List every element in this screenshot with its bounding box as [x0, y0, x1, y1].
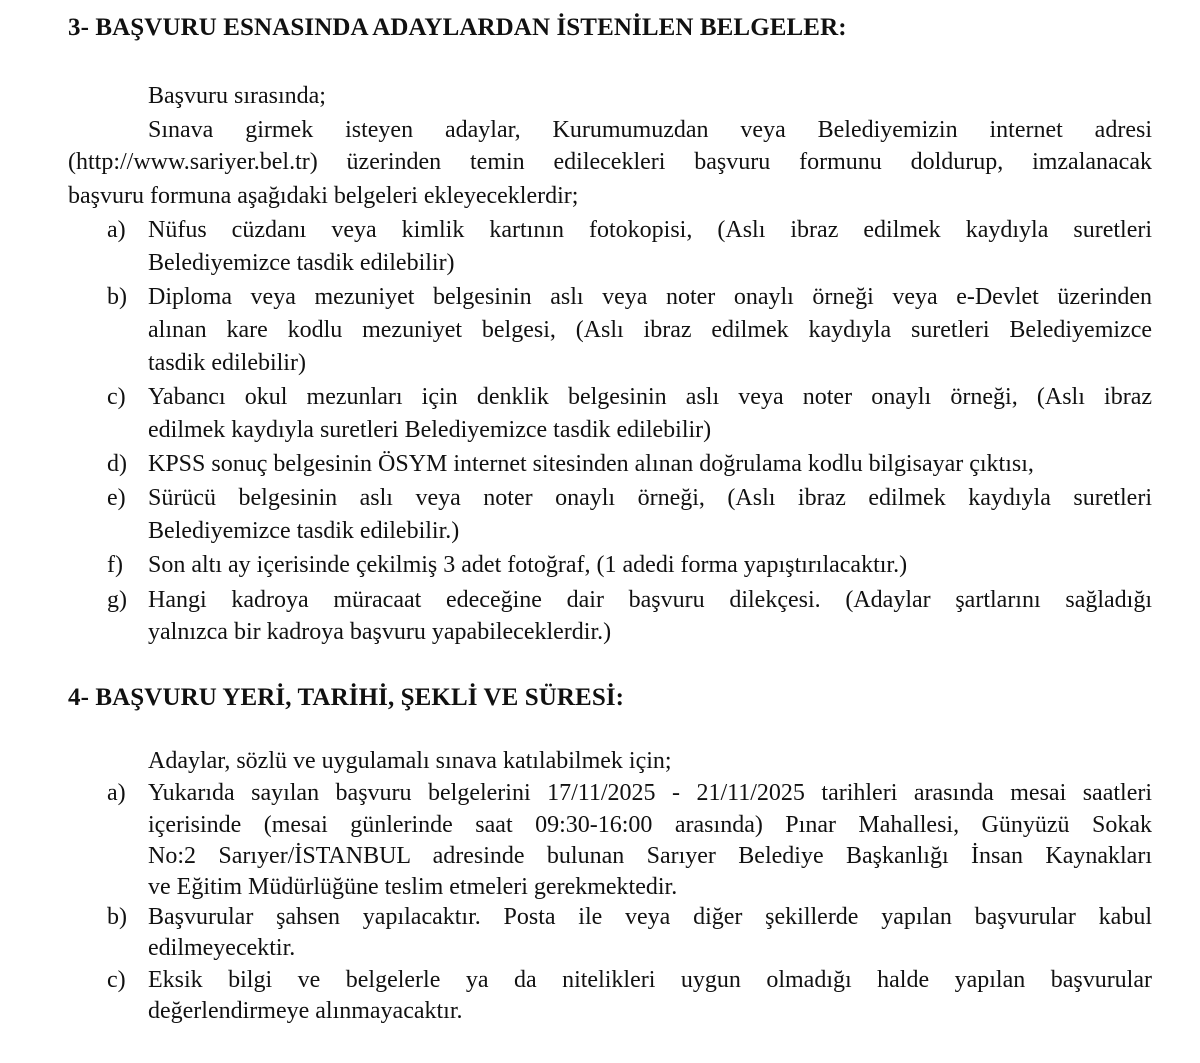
- list-marker: f): [107, 552, 123, 578]
- list-item-line: Sürücü belgesinin aslı veya noter onaylı örneği, (Aslı ibraz edilmek kaydıyla suretleri: [148, 485, 1152, 511]
- list-item-line: tasdik edilebilir): [148, 350, 306, 376]
- list-item-line: edilmeyecektir.: [148, 935, 296, 961]
- list-marker: e): [107, 485, 126, 511]
- list-item-line: Yukarıda sayılan başvuru belgelerini 17/11/2025 - 21/11/2025 tarihleri arasında mesai saatleri: [148, 780, 1152, 806]
- list-item-line: Diploma veya mezuniyet belgesinin aslı veya noter onaylı örneği veya e-Devlet üzerinden: [148, 284, 1152, 310]
- list-marker: b): [107, 904, 127, 930]
- list-item-line: No:2 Sarıyer/İSTANBUL adresinde bulunan Sarıyer Belediye Başkanlığı İnsan Kaynakları: [148, 843, 1152, 869]
- list-item-line: Eksik bilgi ve belgelerle ya da nitelikleri uygun olmadığı halde yapılan başvurular: [148, 967, 1152, 993]
- list-marker: g): [107, 587, 127, 613]
- list-item-line: içerisinde (mesai günlerinde saat 09:30-16:00 arasında) Pınar Mahallesi, Günyüzü Sokak: [148, 812, 1152, 838]
- list-marker: c): [107, 384, 126, 410]
- list-item-line: alınan kare kodlu mezuniyet belgesi, (Aslı ibraz edilmek kaydıyla suretleri Belediyemizce: [148, 317, 1152, 343]
- list-item-line: Yabancı okul mezunları için denklik belgesinin aslı veya noter onaylı örneği, (Aslı ibraz: [148, 384, 1152, 410]
- list-item-line: değerlendirmeye alınmayacaktır.: [148, 998, 463, 1024]
- list-marker: a): [107, 217, 126, 243]
- list-marker: c): [107, 967, 126, 993]
- list-item-line: Nüfus cüzdanı veya kimlik kartının fotokopisi, (Aslı ibraz edilmek kaydıyla suretleri: [148, 217, 1152, 243]
- list-item-line: yalnızca bir kadroya başvuru yapabileceklerdir.): [148, 619, 612, 645]
- section-4-heading: 4- BAŞVURU YERİ, TARİHİ, ŞEKLİ VE SÜRESİ:: [68, 684, 625, 711]
- section-3-paragraph-line: Sınava girmek isteyen adaylar, Kurumumuzdan veya Belediyemizin internet adresi: [148, 117, 1152, 143]
- list-item-line: Belediyemizce tasdik edilebilir): [148, 250, 455, 276]
- section-3-heading: 3- BAŞVURU ESNASINDA ADAYLARDAN İSTENİLEN BELGELER:: [68, 14, 847, 41]
- list-item-line: Başvurular şahsen yapılacaktır. Posta ile veya diğer şekillerde yapılan başvurular kabul: [148, 904, 1152, 930]
- list-item-line: edilmek kaydıyla suretleri Belediyemizce tasdik edilebilir): [148, 417, 712, 443]
- list-item-line: Belediyemizce tasdik edilebilir.): [148, 518, 460, 544]
- list-marker: b): [107, 284, 127, 310]
- list-item-line: KPSS sonuç belgesinin ÖSYM internet sitesinden alınan doğrulama kodlu bilgisayar çıktısı,: [148, 451, 1034, 477]
- list-item-line: Son altı ay içerisinde çekilmiş 3 adet fotoğraf, (1 adedi forma yapıştırılacaktır.): [148, 552, 908, 578]
- section-4-intro: Adaylar, sözlü ve uygulamalı sınava katılabilmek için;: [148, 748, 672, 774]
- section-3-paragraph-line: (http://www.sariyer.bel.tr) üzerinden temin edilecekleri başvuru formunu doldurup, imzalanacak: [68, 149, 1152, 175]
- list-item-line: ve Eğitim Müdürlüğüne teslim etmeleri gerekmektedir.: [148, 874, 678, 900]
- list-marker: a): [107, 780, 126, 806]
- list-item-line: Hangi kadroya müracaat edeceğine dair başvuru dilekçesi. (Adaylar şartlarını sağladığı: [148, 587, 1152, 613]
- list-marker: d): [107, 451, 127, 477]
- section-3-paragraph-line: başvuru formuna aşağıdaki belgeleri ekleyeceklerdir;: [68, 183, 579, 209]
- section-3-intro: Başvuru sırasında;: [148, 83, 326, 109]
